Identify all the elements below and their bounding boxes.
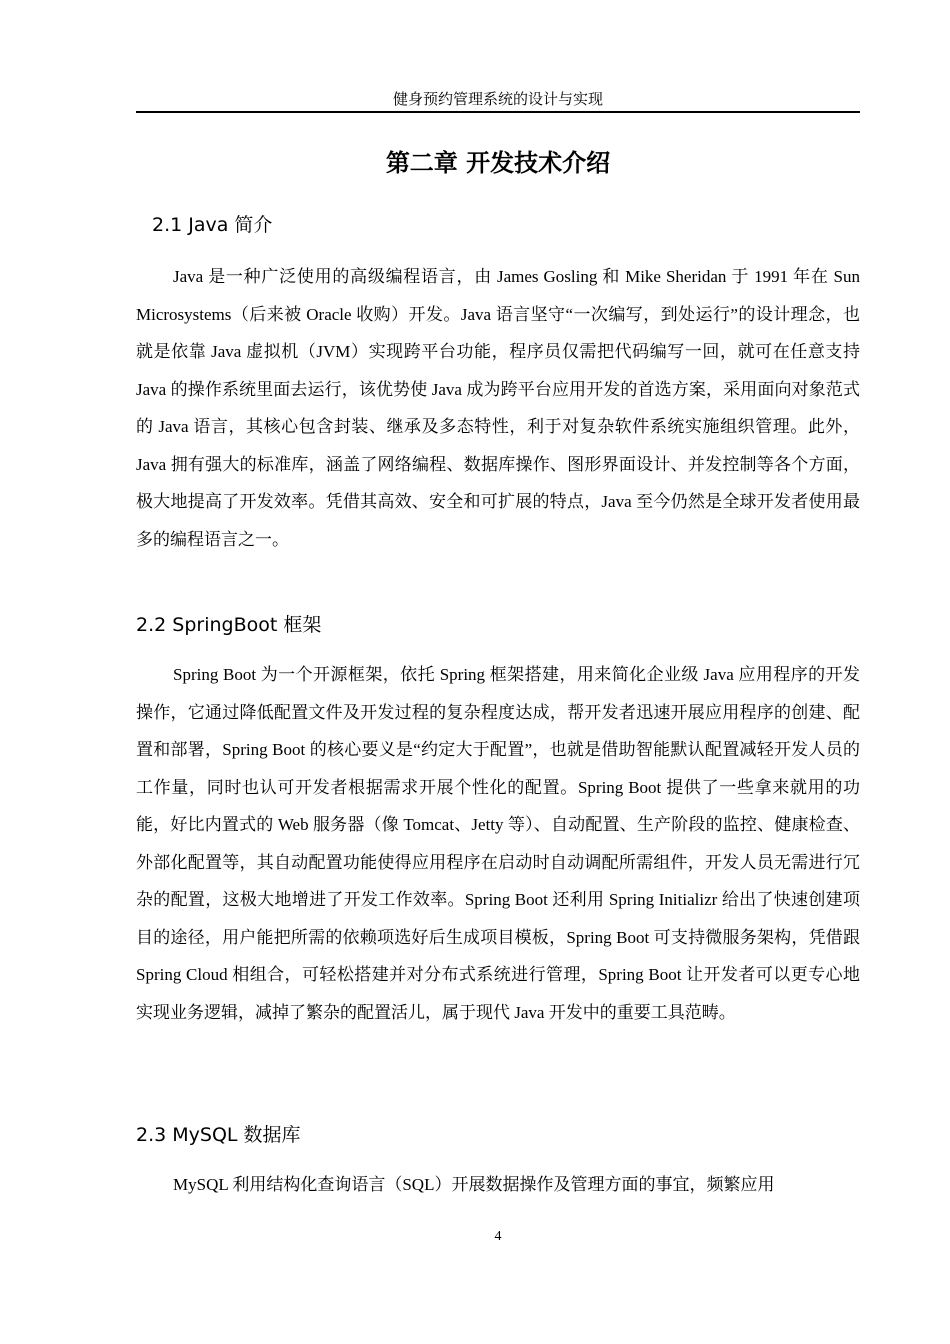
chapter-title: 第二章 开发技术介绍 (385, 149, 611, 177)
section-heading-2-3: 2.3 MySQL 数据库 (136, 1124, 301, 1146)
section-paragraph-2-3: MySQL 利用结构化查询语言（SQL）开展数据操作及管理方面的事宜，频繁应用 (173, 1175, 775, 1194)
section-paragraph-2-2: Spring Boot 为一个开源框架，依托 Spring 框架搭建，用来简化企业级 Java 应用程序的开发操作，它通过降低配置文件及开发过程的复杂程度达成，帮开发者迅速开展应用程序的创建、配置和部署，Spring Boot 的核心要义是“约定大于配置”，也就是借助智能默认配置减轻开发人员的工作量，同时也认可开发者根据需求开展个性化的配置。Spring Boot 提供了一些拿来就用的功能，好比内置式的 Web 服务器（像 Tomcat、Jetty 等）、自动配置、生产阶段的监控、健康检查、外部化配置等，其自动配置功能使得应用程序在启动时自动调配所需组件，开发人员无需进行冗杂的配置，这极大地增进了开发工作效率。Spring Boot 还利用 Spring Initializr 给出了快速创建项目的途径，用户能把所需的依赖项选好后生成项目模板，Spring Boot 可支持微服务架构，凭借跟 Spring Cloud 相组合，可轻松搭建并对分布式系统进行管理，Spring Boot 让开发者可以更专心地实现业务逻辑，减掉了繁杂的配置活儿，属于现代 Java 开发中的重要工具范畴。 (136, 665, 860, 1022)
running-header: 健身预约管理系统的设计与实现 (136, 90, 860, 113)
section-heading-2-1: 2.1 Java 简介 (152, 214, 273, 236)
section-paragraph-2-1: Java 是一种广泛使用的高级编程语言，由 James Gosling 和 Mike Sheridan 于 1991 年在 Sun Microsystems（后来被 Oracle 收购）开发。Java 语言坚守“一次编写，到处运行”的设计理念，也就是依靠 Java 虚拟机（JVM）实现跨平台功能，程序员仅需把代码编写一回，就可在任意支持 Java 的操作系统里面去运行，该优势使 Java 成为跨平台应用开发的首选方案，采用面向对象范式的 Java 语言，其核心包含封装、继承及多态特性，利于对复杂软件系统实施组织管理。此外，Java 拥有强大的标准库，涵盖了网络编程、数据库操作、图形界面设计、并发控制等各个方面，极大地提高了开发效率。凭借其高效、安全和可扩展的特点，Java 至今仍然是全球开发者使用最多的编程语言之一。 (136, 267, 860, 549)
section-heading-2-2: 2.2 SpringBoot 框架 (136, 614, 322, 636)
page-number: 4 (494, 1229, 502, 1244)
